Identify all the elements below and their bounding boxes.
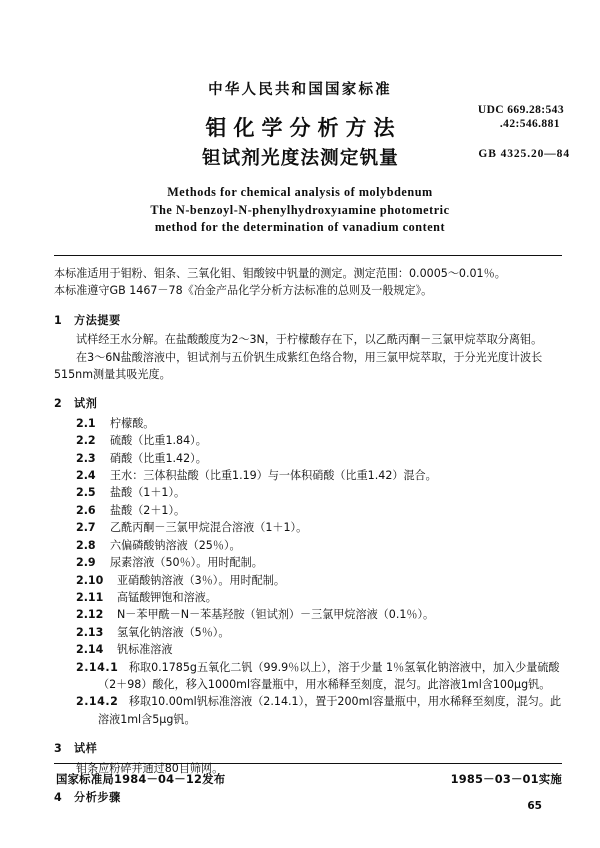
section-number-1: 1 — [54, 313, 63, 327]
document-body — [54, 265, 562, 808]
section-heading-2 — [54, 395, 562, 412]
footer-divider — [54, 763, 562, 764]
reagent-item — [54, 641, 562, 658]
scope-line-1: 本标准适用于钼粉、钼条、三氧化钼、钼酸铵中钒量的测定。测定范围：0.0005～0.01％。 — [54, 267, 506, 280]
reagent-index: 2.10 — [76, 573, 104, 587]
reagent-text: 王水：三体积盐酸（比重1.19）与一体积硝酸（比重1.42）混合。 — [110, 469, 437, 483]
reagent-subitem-text: 称取0.1785g五氧化二钒（99.9％以上），溶于少量 1％氢氧化钠溶液中，加入少量硫酸（2＋98）酸化，移入1000ml容量瓶中，用水稀释至刻度，混匀。此溶液1ml含100μg钒。 — [98, 660, 560, 691]
section-number-2: 2 — [54, 397, 63, 411]
section-3-paragraph-1: 钼条应粉碎并通过80目筛网。 — [76, 761, 224, 775]
reagent-item — [54, 450, 562, 467]
reagent-subitem — [76, 659, 562, 694]
reagent-item — [54, 415, 562, 432]
scope-paragraph — [54, 265, 562, 300]
reagent-subitem-text: 移取10.00ml钒标准溶液（2.14.1），置于200ml容量瓶中，用水稀释至刻度，混匀。此溶液1ml含5μg钒。 — [98, 695, 562, 726]
standard-number: GB 4325.20—84 — [478, 148, 570, 160]
effective-date: 1985－03－01实施 — [450, 772, 562, 786]
reagent-text: 柠檬酸。 — [110, 416, 155, 430]
reagent-item — [54, 624, 562, 641]
reagent-text: N－苯甲酰－N－苯基羟胺（钽试剂）－三氯甲烷溶液（0.1％）。 — [117, 608, 435, 622]
reagent-text: 尿素溶液（50％）。用时配制。 — [110, 556, 263, 570]
reagent-text: 盐酸（2＋1）。 — [110, 503, 186, 517]
reagent-item — [54, 589, 562, 606]
reagent-index: 2.13 — [76, 625, 104, 639]
reagent-index: 2.11 — [76, 590, 104, 604]
title-en-line-1: Methods for chemical analysis of molybdenum — [167, 185, 433, 199]
reagent-index: 2.9 — [76, 556, 96, 570]
reagent-text: 钒标准溶液 — [117, 643, 173, 657]
reagent-text: 高锰酸钾饱和溶液。 — [117, 590, 217, 604]
page-number: 65 — [527, 800, 542, 812]
reagent-subitem — [76, 693, 562, 728]
section-number-3: 3 — [54, 742, 63, 756]
reagent-index: 2.3 — [76, 451, 96, 465]
reagent-item — [54, 484, 562, 501]
reagent-index: 2.6 — [76, 503, 96, 517]
reagent-text: 六偏磷酸钠溶液（25％）。 — [110, 538, 241, 552]
page-title-sub: 钽试剂光度法测定钒量 — [201, 148, 399, 169]
reagent-text: 硝酸（比重1.42）。 — [110, 451, 207, 465]
reagent-index: 2.8 — [76, 538, 96, 552]
section-heading-1 — [54, 312, 562, 329]
reagent-subitem-index: 2.14.2 — [76, 695, 119, 709]
section-1-paragraph-2-text: 在3～6N盐酸溶液中，钽试剂与五价钒生成紫红色络合物，用三氯甲烷萃取，于分光光度计波长515nm测量其吸光度。 — [54, 350, 543, 382]
section-1-paragraph-2 — [54, 349, 562, 384]
section-number-4: 4 — [54, 790, 63, 804]
reagent-item — [54, 467, 562, 484]
udc-classification — [478, 104, 564, 131]
section-1-paragraph-1: 试样经王水分解。在盐酸酸度为2～3N，于柠檬酸存在下，以乙酰丙酮－三氯甲烷萃取分离钼。 — [76, 333, 543, 347]
reagent-item — [54, 432, 562, 449]
section-title-1: 方法提要 — [74, 313, 121, 327]
reagent-item — [54, 606, 562, 623]
reagent-text: 乙酰丙酮－三氯甲烷混合溶液（1＋1）。 — [110, 521, 308, 535]
section-heading-4 — [54, 789, 562, 806]
reagent-item — [54, 572, 562, 589]
udc-line-1: UDC 669.28:543 — [477, 104, 564, 116]
reagent-index: 2.2 — [76, 434, 96, 448]
reagent-index: 2.14 — [76, 643, 104, 657]
reagent-index: 2.1 — [76, 416, 96, 430]
reagent-index: 2.5 — [76, 486, 96, 500]
reagent-text: 硫酸（比重1.84）。 — [110, 434, 207, 448]
page-title-main: 钼化学分析方法 — [205, 116, 402, 140]
reagent-index: 2.7 — [76, 521, 96, 535]
reagent-item — [54, 519, 562, 536]
section-heading-3 — [54, 740, 562, 757]
reagent-subitem-index: 2.14.1 — [76, 660, 119, 674]
header-divider — [54, 255, 562, 256]
reagent-item — [54, 502, 562, 519]
title-en-line-3: method for the determination of vanadium content — [154, 220, 446, 234]
reagent-text: 氢氧化钠溶液（5％）。 — [117, 625, 230, 639]
section-title-3: 试样 — [74, 742, 98, 756]
reagent-text: 亚硝酸钠溶液（3％）。用时配制。 — [117, 573, 285, 587]
reagent-item — [54, 554, 562, 571]
section-title-2: 试剂 — [74, 397, 98, 411]
issue-date: 国家标准局1984－04－12发布 — [56, 772, 226, 786]
scope-line-2: 本标准遵守GB 1467－78《冶金产品化学分析方法标准的总则及一般规定》。 — [54, 284, 433, 298]
page-title-english — [0, 184, 600, 237]
issuing-body-title: 中华人民共和国国家标准 — [208, 82, 392, 98]
title-en-line-2: The N-benzoyl-N-phenylhydroxyıamine photometric — [150, 202, 450, 217]
reagent-index: 2.12 — [76, 608, 104, 622]
reagent-item — [54, 537, 562, 554]
reagent-text: 盐酸（1＋1）。 — [110, 486, 186, 500]
section-title-4: 分析步骤 — [74, 790, 121, 804]
reagent-index: 2.4 — [76, 469, 96, 483]
udc-line-2: .42:546.881 — [499, 117, 560, 130]
